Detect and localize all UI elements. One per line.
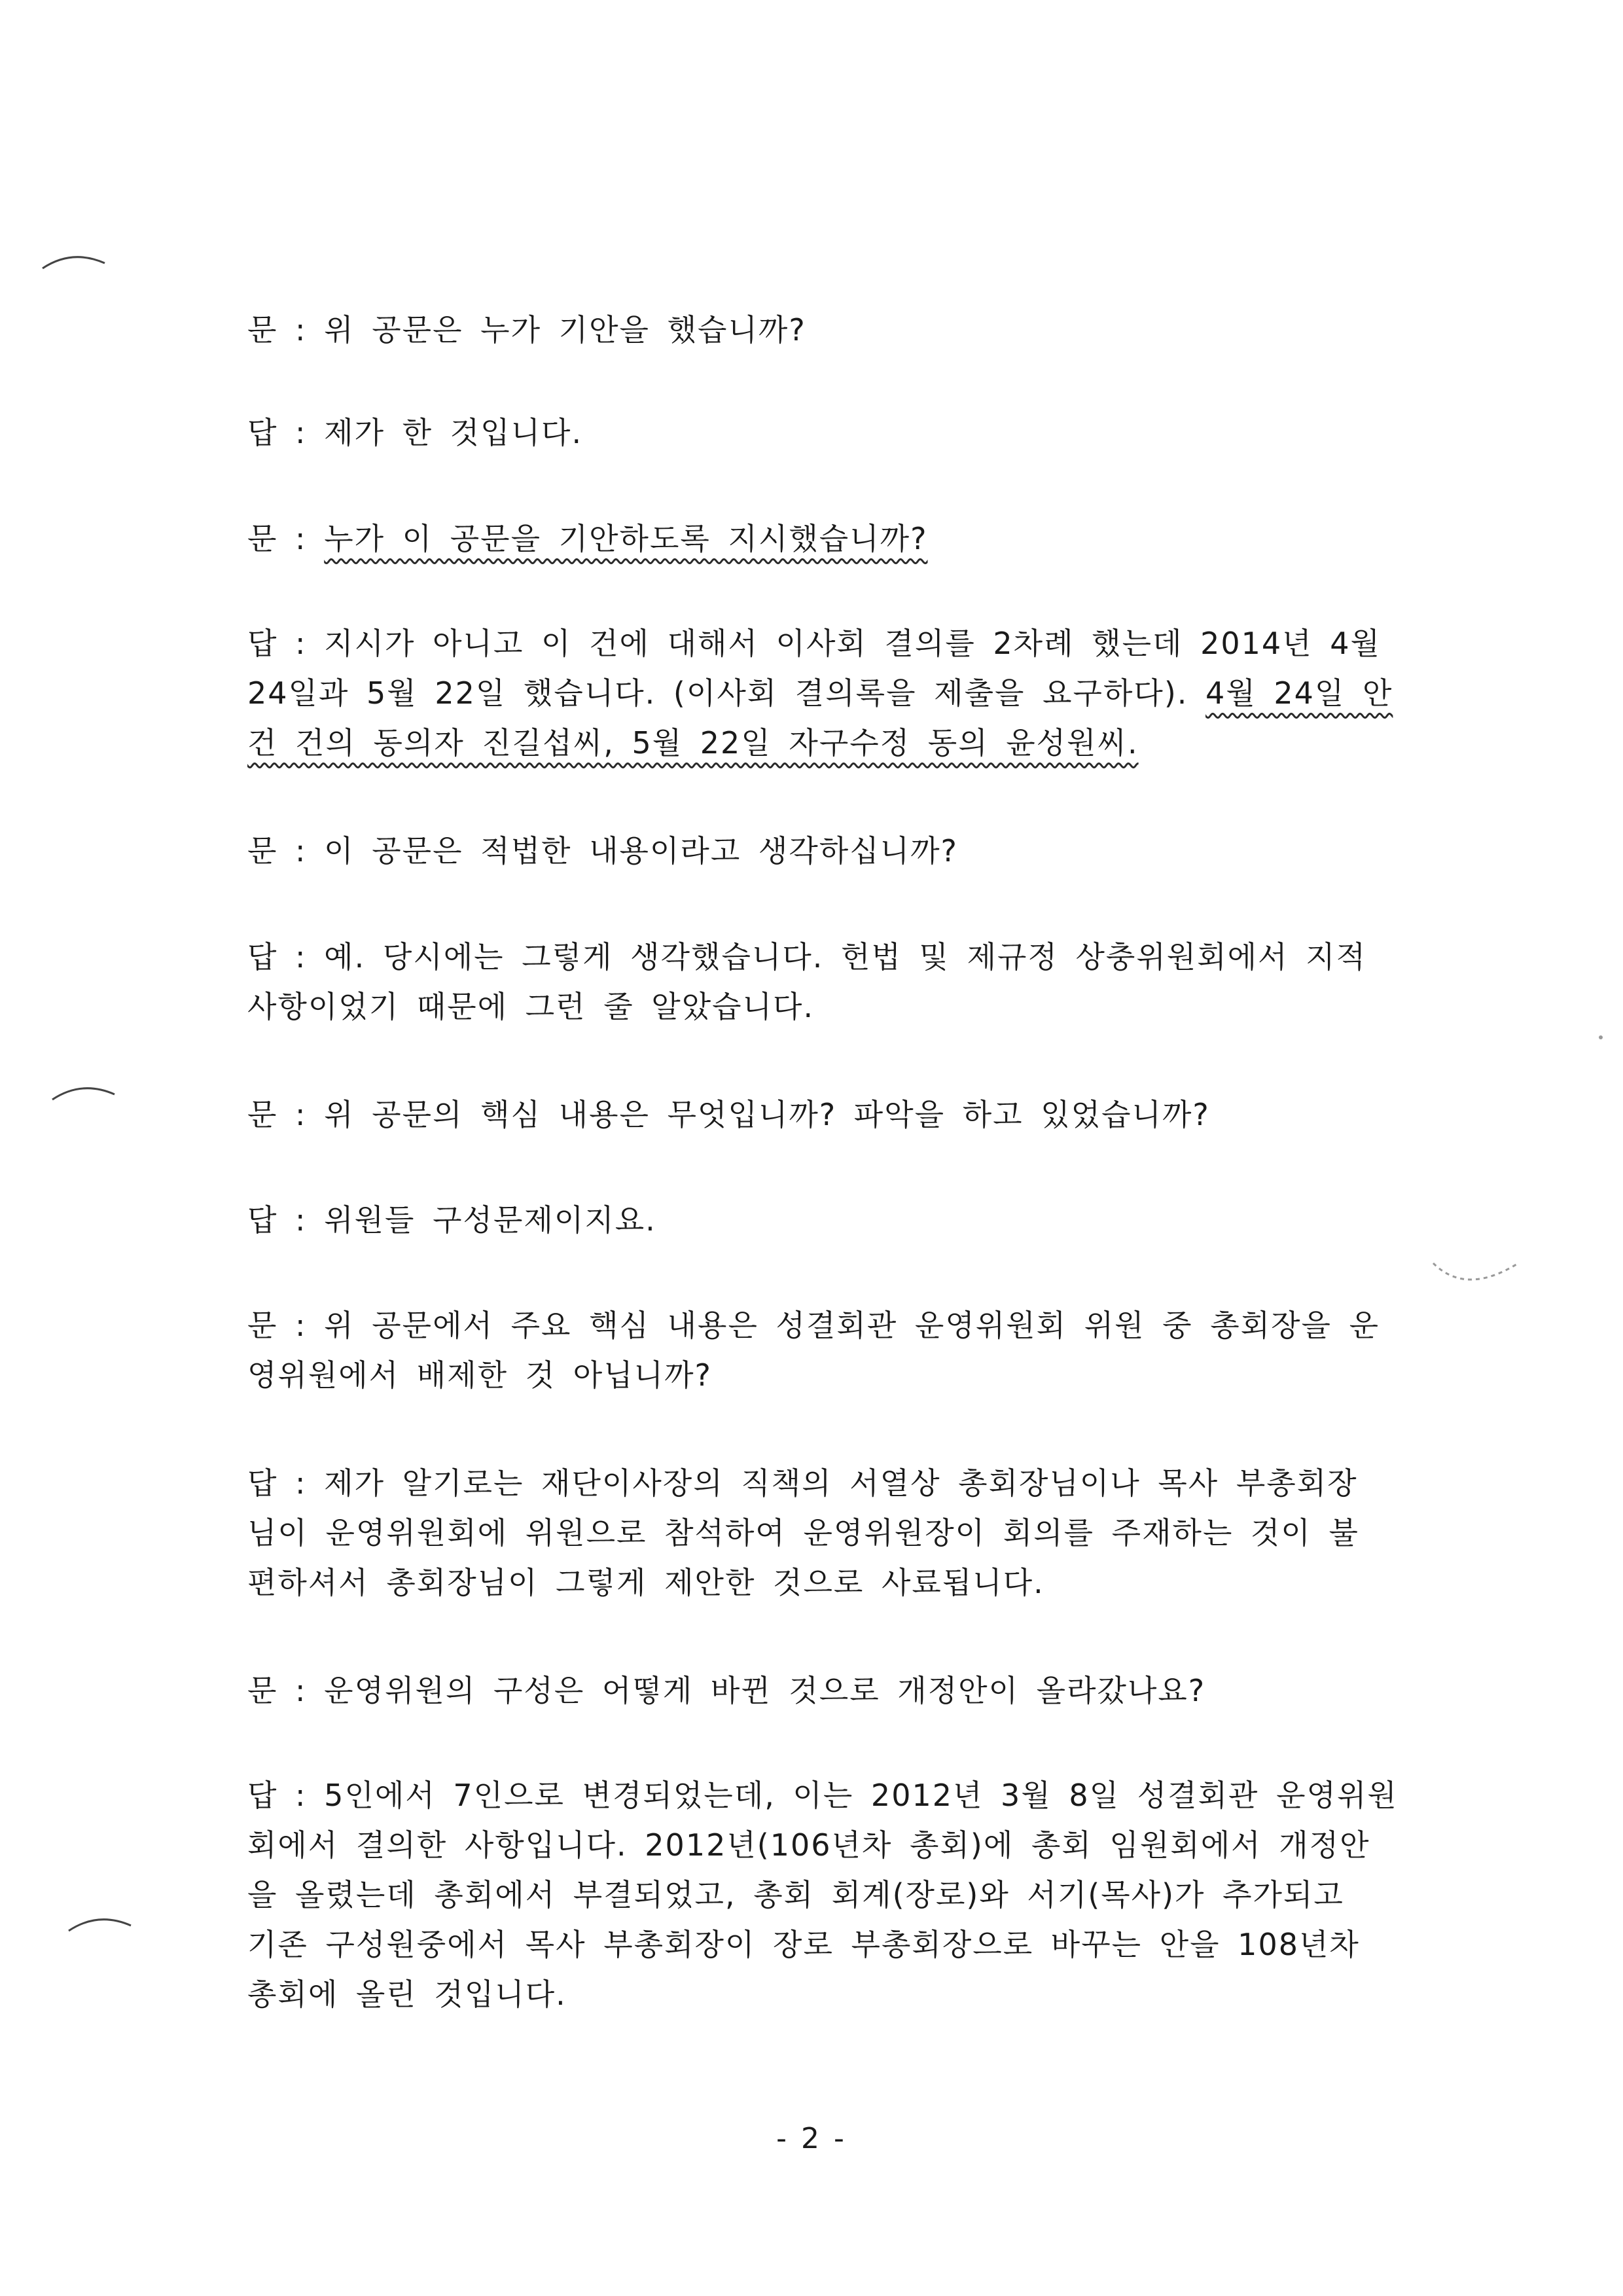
text-line: 답 : 지시가 아니고 이 건에 대해서 이사회 결의를 2차례 했는데 2014년 4월 — [247, 626, 1381, 661]
text-line: 답 : 제가 한 것입니다. — [247, 415, 583, 450]
text-line: 영위원에서 배제한 것 아닙니까? — [247, 1357, 712, 1393]
text-line: 답 : 예. 당시에는 그렇게 생각했습니다. 헌법 및 제규정 상충위원회에서 지적 — [247, 939, 1367, 975]
scan-smudge-mark — [1427, 1250, 1525, 1302]
answer-block — [247, 619, 1419, 768]
underlined-text: 건 건의 동의자 진길섭씨, 5월 22일 자구수정 동의 윤성원씨. — [247, 725, 1139, 761]
text-line: 답 : 5인에서 7인으로 변경되었는데, 이는 2012년 3월 8일 성결회관 운영위원 — [247, 1778, 1398, 1813]
underlined-text: 4월 24일 안 — [1205, 675, 1393, 711]
text-line: 을 올렸는데 총회에서 부결되었고, 총회 회계(장로)와 서기(목사)가 추가되고 — [247, 1877, 1344, 1912]
text-line — [247, 718, 1419, 768]
scan-margin-mark — [49, 1080, 121, 1106]
text-line: 문 : 위 공문은 누가 기안을 했습니까? — [247, 312, 806, 348]
text-line: 편하셔서 총회장님이 그렇게 제안한 것으로 사료됩니다. — [247, 1565, 1044, 1600]
text-line: 문 : 누가 이 공문을 기안하도록 지시했습니까? — [247, 521, 928, 556]
question-block — [247, 1666, 1419, 1715]
underlined-text: 누가 이 공문을 기안하도록 지시했습니까? — [324, 521, 928, 556]
page-number: - 2 - — [776, 2122, 847, 2155]
text-line: 답 : 제가 알기로는 재단이사장의 직책의 서열상 총회장님이나 목사 부총회장 — [247, 1465, 1358, 1501]
question-block — [247, 514, 1419, 564]
answer-block — [247, 408, 1419, 457]
scan-dot-mark — [1594, 1031, 1607, 1044]
scan-margin-mark — [39, 249, 111, 275]
text-line: 사항이었기 때문에 그런 줄 알았습니다. — [247, 989, 815, 1024]
question-block — [247, 305, 1419, 355]
text-line: 총회에 올린 것입니다. — [247, 1977, 567, 2012]
answer-block — [247, 1195, 1419, 1245]
question-block — [247, 1090, 1419, 1139]
answer-block — [247, 1770, 1419, 2019]
text-line: 문 : 위 공문의 핵심 내용은 무엇입니까? 파악을 하고 있었습니까? — [247, 1097, 1210, 1132]
text-line: 회에서 결의한 사항입니다. 2012년(106년차 총회)에 총회 임원회에서 개정안 — [247, 1827, 1370, 1863]
plain-text: 24일과 5월 22일 했습니다. (이사회 결의록을 제출을 요구하다). — [247, 675, 1206, 711]
question-block — [247, 1300, 1419, 1400]
question-block — [247, 826, 1419, 876]
answer-block — [247, 932, 1419, 1031]
text-line: 문 : 위 공문에서 주요 핵심 내용은 성결회관 운영위원회 위원 중 총회장을 운 — [247, 1308, 1380, 1343]
text-line — [247, 668, 1419, 718]
scan-margin-mark — [65, 1911, 137, 1937]
text-line: 기존 구성원중에서 목사 부총회장이 장로 부총회장으로 바꾸는 안을 108년차 — [247, 1927, 1360, 1962]
text-line: 답 : 위원들 구성문제이지요. — [247, 1202, 656, 1238]
text-line: 문 : 이 공문은 적법한 내용이라고 생각하십니까? — [247, 833, 958, 869]
text-line: 문 : 운영위원의 구성은 어떻게 바뀐 것으로 개정안이 올라갔나요? — [247, 1673, 1206, 1708]
text-line: 님이 운영위원회에 위원으로 참석하여 운영위원장이 회의를 주재하는 것이 불 — [247, 1515, 1359, 1551]
answer-block — [247, 1458, 1419, 1607]
